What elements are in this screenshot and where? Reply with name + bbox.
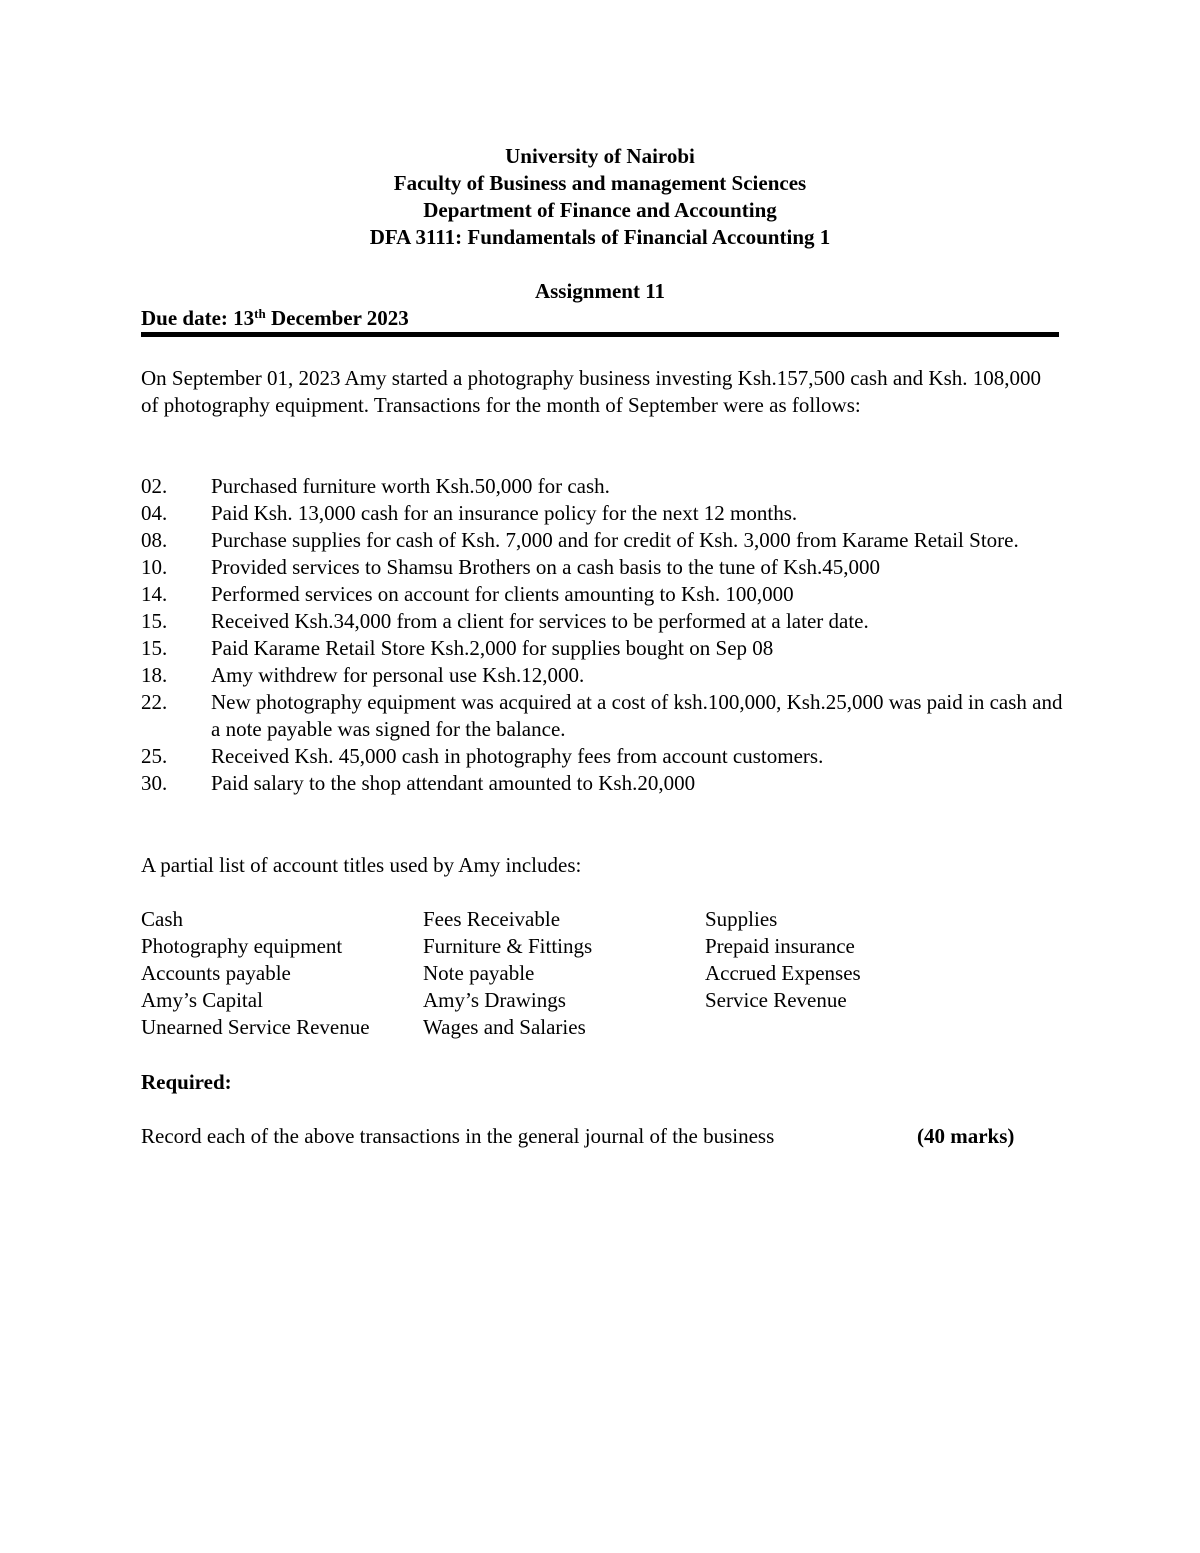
assignment-title: Assignment 11 xyxy=(534,279,666,303)
header-divider xyxy=(141,332,1059,337)
transaction-list xyxy=(141,473,1071,797)
transaction-item xyxy=(141,581,1071,608)
transaction-item xyxy=(141,743,1071,770)
transaction-text: Received Ksh.34,000 from a client for services to be performed at a later date. xyxy=(211,609,869,633)
course-title: DFA 3111: Fundamentals of Financial Accounting 1 xyxy=(369,225,831,249)
transaction-day: 22. xyxy=(141,690,168,714)
transaction-text: Performed services on account for clients amounting to Ksh. 100,000 xyxy=(211,582,794,606)
account-title: Amy’s Capital xyxy=(141,988,263,1012)
account-title: Furniture & Fittings xyxy=(423,934,593,958)
department-name: Department of Finance and Accounting xyxy=(423,198,777,222)
marks-allocation: (40 marks) xyxy=(917,1124,1015,1148)
account-title: Accrued Expenses xyxy=(705,961,861,985)
transaction-item xyxy=(141,473,1071,500)
transaction-text: Paid Ksh. 13,000 cash for an insurance policy for the next 12 months. xyxy=(211,501,798,525)
account-title: Wages and Salaries xyxy=(423,1015,586,1039)
transaction-item xyxy=(141,635,1071,662)
accounts-intro: A partial list of account titles used by Amy includes: xyxy=(141,853,582,877)
transaction-day: 18. xyxy=(141,663,168,687)
account-title: Supplies xyxy=(705,907,778,931)
transaction-item xyxy=(141,500,1071,527)
account-row xyxy=(141,1014,961,1041)
account-title: Cash xyxy=(141,907,183,931)
transaction-day: 14. xyxy=(141,582,168,606)
transaction-day: 30. xyxy=(141,771,168,795)
transaction-text: Provided services to Shamsu Brothers on a cash basis to the tune of Ksh.45,000 xyxy=(211,555,880,579)
account-row xyxy=(141,960,961,987)
transaction-text: Paid Karame Retail Store Ksh.2,000 for supplies bought on Sep 08 xyxy=(211,636,774,660)
transaction-text: Purchase supplies for cash of Ksh. 7,000 and for credit of Ksh. 3,000 from Karame Retail Store. xyxy=(211,528,1019,552)
required-instruction: Record each of the above transactions in the general journal of the business xyxy=(141,1124,775,1148)
transaction-text: Paid salary to the shop attendant amounted to Ksh.20,000 xyxy=(211,771,696,795)
transaction-day: 15. xyxy=(141,636,168,660)
transaction-day: 08. xyxy=(141,528,168,552)
required-heading: Required: xyxy=(141,1070,232,1094)
account-title: Accounts payable xyxy=(141,961,291,985)
account-title: Unearned Service Revenue xyxy=(141,1015,370,1039)
transaction-day: 04. xyxy=(141,501,168,525)
account-title: Prepaid insurance xyxy=(705,934,855,958)
account-row xyxy=(141,906,961,933)
transaction-day: 02. xyxy=(141,474,168,498)
transaction-day: 10. xyxy=(141,555,168,579)
account-title: Fees Receivable xyxy=(423,907,561,931)
account-title: Photography equipment xyxy=(141,934,343,958)
transaction-item xyxy=(141,608,1071,635)
faculty-name: Faculty of Business and management Sciences xyxy=(393,171,807,195)
transaction-text: New photography equipment was acquired at a cost of ksh.100,000, Ksh.25,000 was paid in cash and a note payable was signed for the balance. xyxy=(211,690,1063,741)
due-date-label: Due date: 13 xyxy=(141,306,255,330)
account-title: Amy’s Drawings xyxy=(423,988,566,1012)
transaction-day: 15. xyxy=(141,609,168,633)
due-date-suffix: th xyxy=(254,306,266,321)
transaction-text: Received Ksh. 45,000 cash in photography fees from account customers. xyxy=(211,744,824,768)
account-title: Note payable xyxy=(423,961,535,985)
transaction-item xyxy=(141,662,1071,689)
account-title xyxy=(705,1014,961,1041)
university-name: University of Nairobi xyxy=(505,144,695,168)
account-title: Service Revenue xyxy=(705,988,847,1012)
transaction-text: Amy withdrew for personal use Ksh.12,000. xyxy=(211,663,585,687)
account-row xyxy=(141,987,961,1014)
document-header xyxy=(0,143,1200,251)
transaction-item xyxy=(141,554,1071,581)
transaction-item xyxy=(141,527,1071,554)
transaction-item xyxy=(141,770,1071,797)
account-titles-list xyxy=(141,906,961,1041)
transaction-text: Purchased furniture worth Ksh.50,000 for cash. xyxy=(211,474,610,498)
intro-paragraph: On September 01, 2023 Amy started a photography business investing Ksh.157,500 cash and Ksh. 108,000 of photography equipment. Transactions for the month of September were as follows: xyxy=(141,366,1041,417)
account-row xyxy=(141,933,961,960)
due-date xyxy=(141,305,409,332)
transaction-day: 25. xyxy=(141,744,168,768)
due-date-rest: December 2023 xyxy=(265,306,409,330)
transaction-item xyxy=(141,689,1071,743)
